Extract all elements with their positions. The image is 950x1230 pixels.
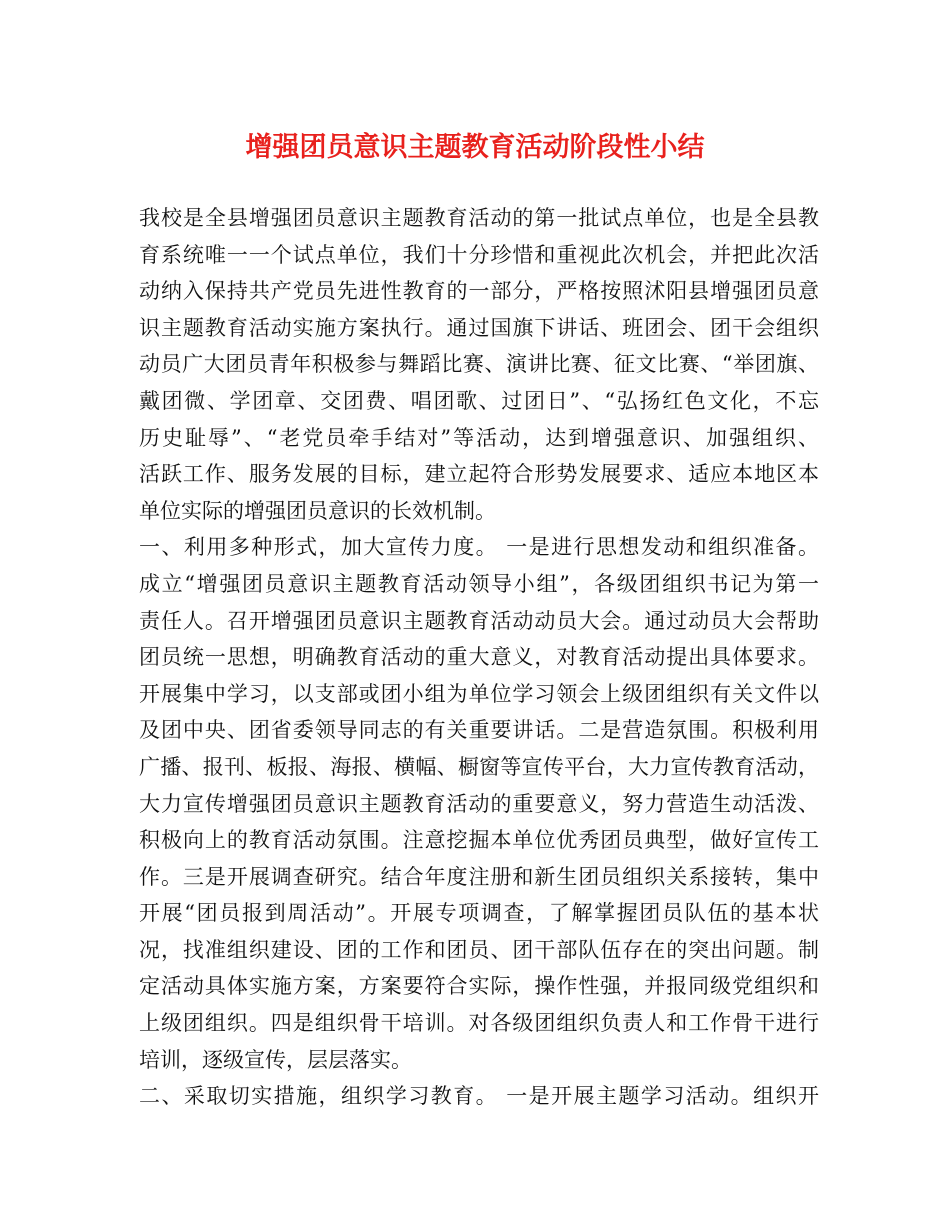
body-line: 培训，逐级宣传，层层落实。 <box>139 1047 412 1072</box>
body-line: 开展“团员报到周活动”。开展专项调查，了解掌握团员队伍的基本状 <box>139 901 819 926</box>
body-line: 活跃工作、服务发展的目标，建立起符合形势发展要求、适应本地区本 <box>139 462 819 487</box>
body-line: 及团中央、团省委领导同志的有关重要讲话。二是营造氛围。积极利用 <box>139 718 819 743</box>
body-line: 开展集中学习，以支部或团小组为单位学习领会上级团组织有关文件以 <box>139 681 819 706</box>
body-line: 积极向上的教育活动氛围。注意挖掘本单位优秀团员典型，做好宣传工 <box>139 828 819 853</box>
section-heading-line: 一、利用多种形式，加大宣传力度。 一是进行思想发动和组织准备。 <box>139 535 819 560</box>
body-line: 况，找准组织建设、团的工作和团员、团干部队伍存在的突出问题。制 <box>139 937 819 962</box>
body-line: 识主题教育活动实施方案执行。通过国旗下讲话、班团会、团干会组织 <box>139 315 819 340</box>
body-line: 单位实际的增强团员意识的长效机制。 <box>139 498 496 523</box>
body-line: 我校是全县增强团员意识主题教育活动的第一批试点单位，也是全县教 <box>139 206 819 230</box>
body-line: 动纳入保持共产党员先进性教育的一部分，严格按照沭阳县增强团员意 <box>139 279 819 304</box>
section-heading-line: 二、采取切实措施，组织学习教育。 一是开展主题学习活动。组织开 <box>139 1084 819 1109</box>
document-body <box>139 200 819 1115</box>
body-line: 历史耻辱”、“老党员牵手结对”等活动，达到增强意识、加强组织、 <box>139 425 819 450</box>
body-line: 育系统唯一一个试点单位，我们十分珍惜和重视此次机会，并把此次活 <box>139 242 819 267</box>
body-line: 上级团组织。四是组织骨干培训。对各级团组织负责人和工作骨干进行 <box>139 1011 819 1036</box>
body-line: 大力宣传增强团员意识主题教育活动的重要意义，努力营造生动活泼、 <box>139 791 819 816</box>
body-line: 责任人。召开增强团员意识主题教育活动动员大会。通过动员大会帮助 <box>139 608 819 633</box>
body-line: 动员广大团员青年积极参与舞蹈比赛、演讲比赛、征文比赛、“举团旗、 <box>139 352 819 377</box>
document-title: 增强团员意识主题教育活动阶段性小结 <box>245 132 705 163</box>
body-line: 广播、报刊、板报、海报、横幅、橱窗等宣传平台，大力宣传教育活动， <box>139 754 819 779</box>
body-line: 作。三是开展调查研究。结合年度注册和新生团员组织关系接转，集中 <box>139 864 819 889</box>
body-line: 戴团微、学团章、交团费、唱团歌、过团日”、“弘扬红色文化，不忘 <box>139 388 819 413</box>
body-line: 团员统一思想，明确教育活动的重大意义，对教育活动提出具体要求。 <box>139 645 819 670</box>
body-line: 定活动具体实施方案，方案要符合实际，操作性强，并报同级党组织和 <box>139 974 819 999</box>
body-line: 成立“增强团员意识主题教育活动领导小组”，各级团组织书记为第一 <box>139 571 819 596</box>
